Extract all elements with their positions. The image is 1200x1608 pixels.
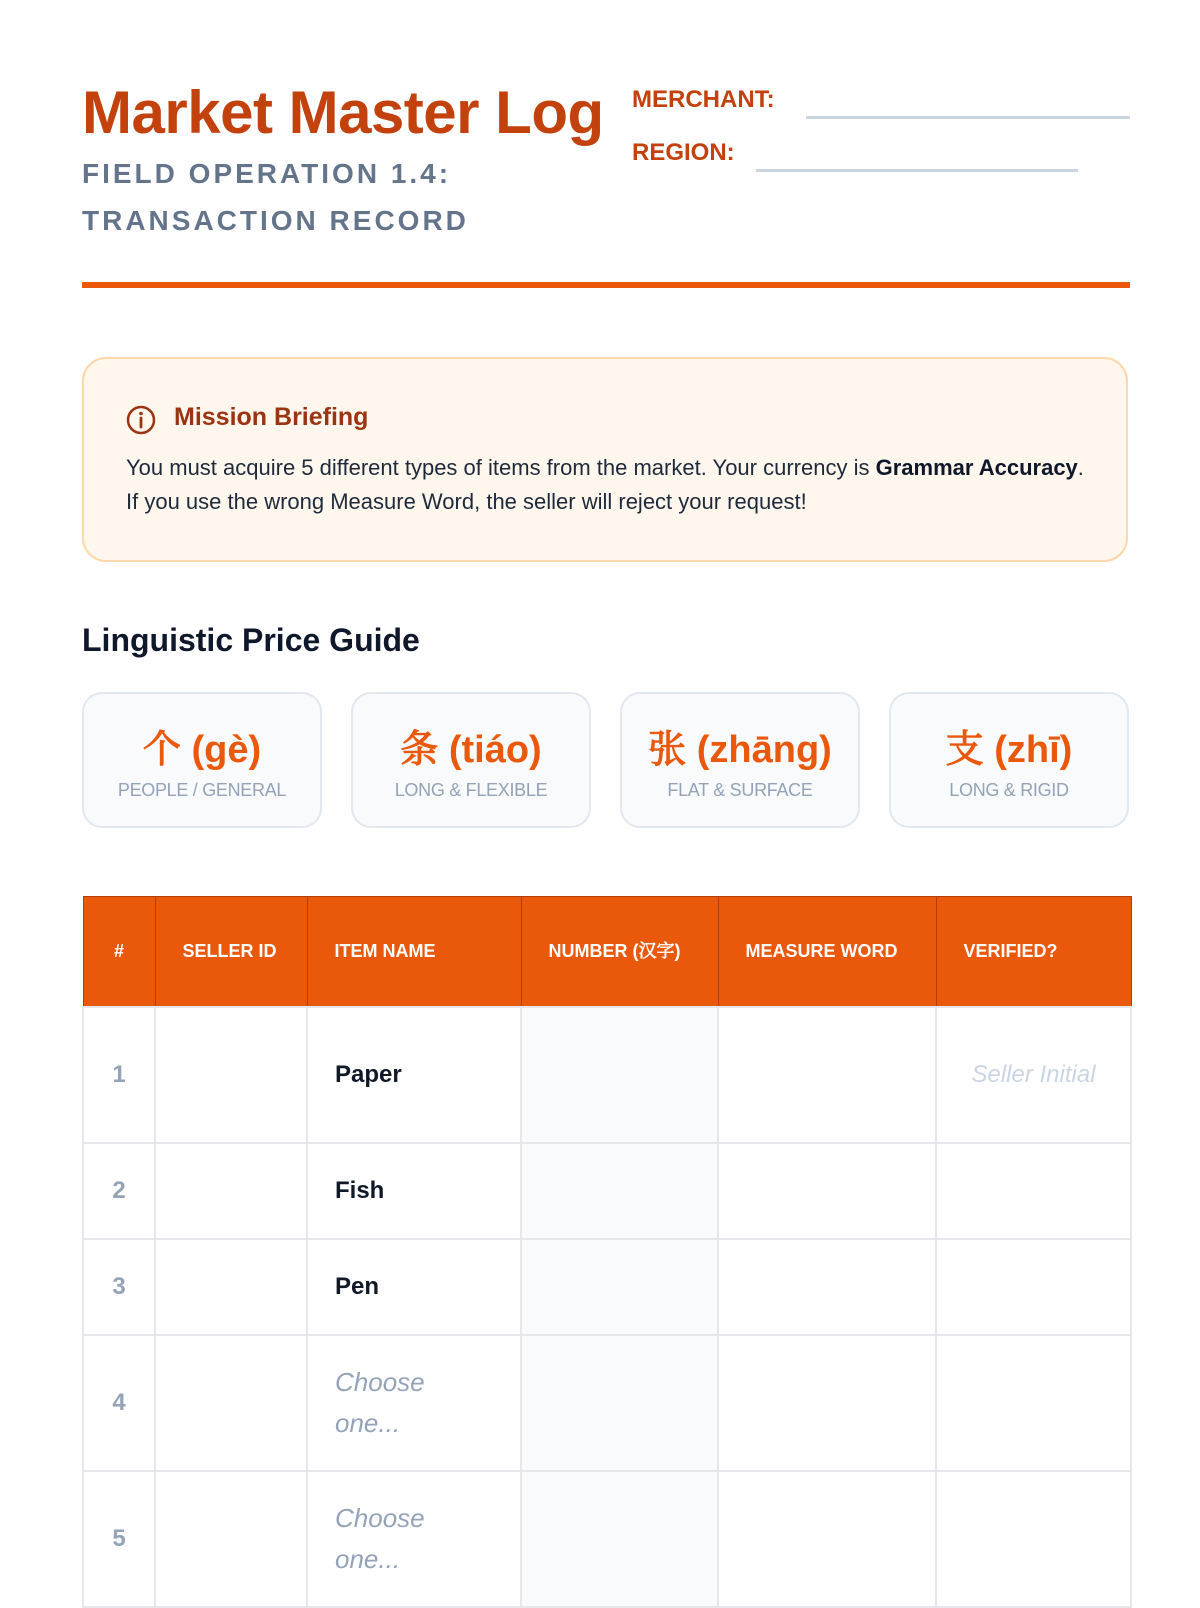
header-measure-word: MEASURE WORD xyxy=(718,897,936,1007)
row-number: 5 xyxy=(83,1471,155,1607)
header-divider xyxy=(82,282,1130,288)
card-description: PEOPLE / GENERAL xyxy=(117,780,287,800)
measure-word-card-ge xyxy=(82,692,322,828)
measure-word-cell[interactable] xyxy=(718,1335,936,1471)
card-word: 支 (zhī) xyxy=(945,729,1073,771)
price-guide-title: Linguistic Price Guide xyxy=(82,622,420,658)
transaction-table xyxy=(82,896,1132,1608)
table-row xyxy=(83,1335,1131,1471)
header-number-hanzi: NUMBER (汉字) xyxy=(521,897,718,1007)
verified-cell[interactable] xyxy=(936,1143,1131,1239)
measure-word-cell[interactable] xyxy=(718,1143,936,1239)
verified-cell[interactable] xyxy=(936,1239,1131,1335)
number-cell[interactable] xyxy=(521,1335,718,1471)
number-cell[interactable] xyxy=(521,1007,718,1143)
page-subtitle: FIELD OPERATION 1.4: TRANSACTION RECORD xyxy=(82,158,469,236)
header-number: # xyxy=(83,897,155,1007)
briefing-emphasis: Grammar Accuracy xyxy=(875,455,1078,480)
seller-id-cell[interactable] xyxy=(155,1239,307,1335)
briefing-text: You must acquire 5 different types of items from the market. Your currency is Grammar Accuracy. If you use the wrong Measure Word, the seller will reject your request! xyxy=(126,455,1084,514)
number-cell[interactable] xyxy=(521,1239,718,1335)
verified-cell[interactable] xyxy=(936,1471,1131,1607)
item-name-placeholder[interactable]: Choose one... xyxy=(307,1335,521,1471)
table-row xyxy=(83,1471,1131,1607)
number-cell[interactable] xyxy=(521,1471,718,1607)
number-cell[interactable] xyxy=(521,1143,718,1239)
seller-id-cell[interactable] xyxy=(155,1143,307,1239)
row-number: 2 xyxy=(83,1143,155,1239)
page-title: Market Master Log xyxy=(82,79,604,146)
table-row xyxy=(83,1143,1131,1239)
merchant-label: MERCHANT: xyxy=(632,86,775,113)
measure-word-card-zhang xyxy=(620,692,860,828)
card-description: LONG & FLEXIBLE xyxy=(394,780,548,800)
card-word: 张 (zhāng) xyxy=(648,729,832,771)
table-row xyxy=(83,1239,1131,1335)
verified-cell[interactable]: Seller Initial xyxy=(936,1007,1131,1143)
item-name-cell: Paper xyxy=(307,1007,521,1143)
merchant-field[interactable] xyxy=(806,116,1130,119)
card-word: 个 (gè) xyxy=(142,729,262,771)
card-description: FLAT & SURFACE xyxy=(667,780,813,800)
measure-word-card-tiao xyxy=(351,692,591,828)
card-description: LONG & RIGID xyxy=(949,780,1069,800)
seller-id-cell[interactable] xyxy=(155,1471,307,1607)
table-row xyxy=(83,1007,1131,1143)
measure-word-cell[interactable] xyxy=(718,1239,936,1335)
seller-id-cell[interactable] xyxy=(155,1007,307,1143)
measure-word-card-zhi xyxy=(889,692,1129,828)
verified-cell[interactable] xyxy=(936,1335,1131,1471)
seller-id-cell[interactable] xyxy=(155,1335,307,1471)
header-item-name: ITEM NAME xyxy=(307,897,521,1007)
row-number: 3 xyxy=(83,1239,155,1335)
header-verified: VERIFIED? xyxy=(936,897,1131,1007)
item-name-cell: Fish xyxy=(307,1143,521,1239)
info-icon xyxy=(126,405,156,435)
measure-word-cell[interactable] xyxy=(718,1471,936,1607)
card-word: 条 (tiáo) xyxy=(400,729,542,771)
region-label: REGION: xyxy=(632,139,735,166)
item-name-placeholder[interactable]: Choose one... xyxy=(307,1471,521,1607)
measure-word-cell[interactable] xyxy=(718,1007,936,1143)
region-field[interactable] xyxy=(756,169,1078,172)
row-number: 4 xyxy=(83,1335,155,1471)
mission-briefing-panel xyxy=(82,357,1128,562)
row-number: 1 xyxy=(83,1007,155,1143)
briefing-title: Mission Briefing xyxy=(174,403,369,431)
header-seller-id: SELLER ID xyxy=(155,897,307,1007)
item-name-cell: Pen xyxy=(307,1239,521,1335)
